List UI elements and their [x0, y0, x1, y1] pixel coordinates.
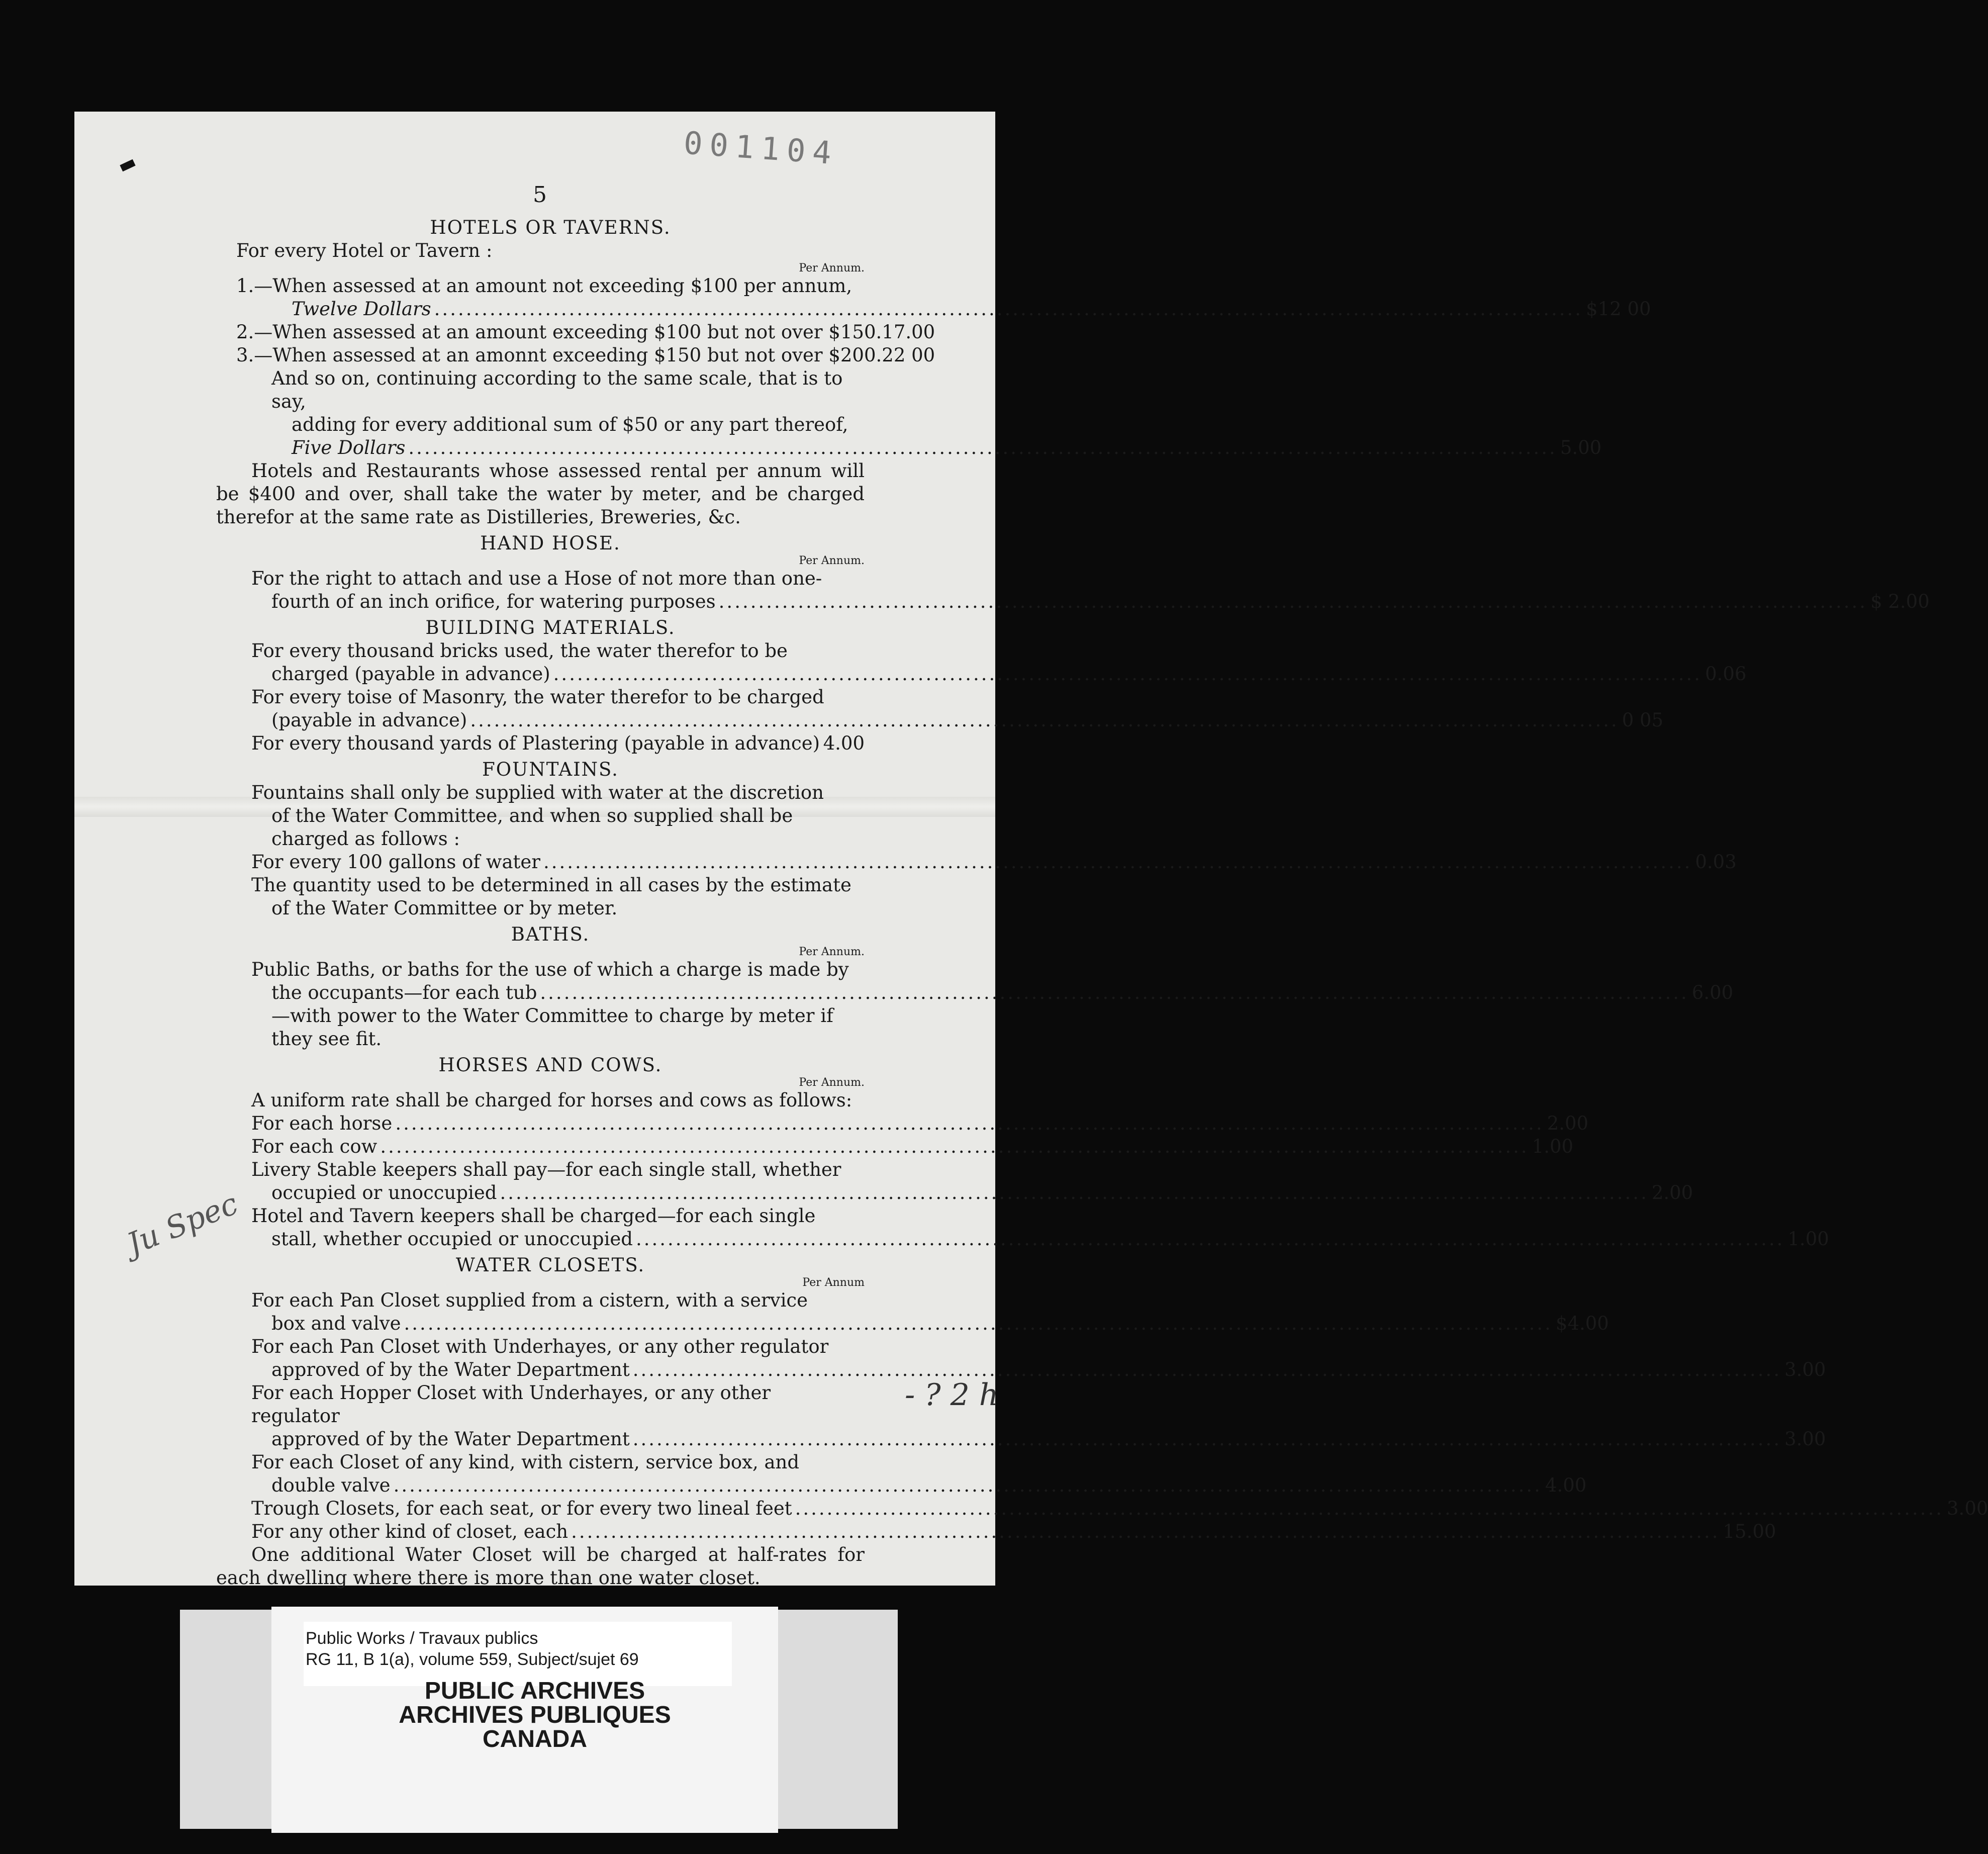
- baths-text-c: —with power to the Water Committee to charge by meter if: [271, 1005, 833, 1027]
- hotels-item3-row: [236, 344, 935, 367]
- section-title-horses: HORSES AND COWS.: [438, 1054, 662, 1076]
- horses-hotel-a: Hotel and Tavern keepers shall be charged—for each single: [251, 1205, 816, 1227]
- horses-cow: For each cow: [251, 1136, 377, 1157]
- building-i2-amount: 0 05: [1622, 709, 1664, 731]
- fountains-text-c: charged as follows :: [271, 828, 460, 850]
- building-i3-amount: 4.00: [823, 732, 865, 754]
- hotels-item1-text: 1.—When assessed at an amount not exceeding $100 per annum,: [236, 275, 853, 297]
- horses-livery-b: occupied or unoccupied: [271, 1182, 497, 1203]
- closets-hopper-b: approved of by the Water Department: [271, 1428, 630, 1450]
- horses-horse: For each horse: [251, 1113, 393, 1134]
- baths-amount: 6.00: [1691, 982, 1734, 1003]
- closets-any-a: For each Closet of any kind, with cistern, service box, and: [251, 1451, 800, 1473]
- building-i1-amount: 0.06: [1705, 663, 1747, 685]
- horses-hotel-b: stall, whether occupied or unoccupied: [271, 1228, 633, 1250]
- archives-line3: CANADA: [483, 1726, 587, 1752]
- hotels-item1-row: [236, 298, 1651, 321]
- horses-intro: A uniform rate shall be charged for horses and cows as follows:: [251, 1089, 853, 1111]
- closets-pan-amount: $4.00: [1555, 1313, 1609, 1334]
- hose-text-b: fourth of an inch orifice, for watering purposes: [271, 591, 716, 612]
- building-i1-row: [236, 663, 1747, 686]
- per-annum-label: Per Annum.: [799, 946, 865, 958]
- fountains-text-a: Fountains shall only be supplied with water at the discretion: [251, 782, 824, 803]
- closets-trough-row: [236, 1497, 1988, 1520]
- hotels-cont-row: [236, 436, 1602, 459]
- baths-text-a: Public Baths, or baths for the use of which a charge is made by: [251, 959, 849, 980]
- horses-livery-amount: 2.00: [1651, 1182, 1693, 1203]
- section-title-hose: HAND HOSE.: [480, 532, 621, 554]
- archives-stamp: [281, 1674, 788, 1751]
- section-title-fountains: FOUNTAINS.: [482, 759, 619, 780]
- building-i2-a: For every toise of Masonry, the water therefor to be charged: [251, 686, 824, 708]
- archive-label-line2: RG 11, B 1(a), volume 559, Subject/sujet 69: [306, 1650, 639, 1669]
- horses-hotel-amount: 1.00: [1787, 1228, 1829, 1250]
- building-i2-b: (payable in advance): [271, 709, 467, 731]
- handwritten-right-note: - ? 2 h: [905, 1377, 999, 1413]
- closets-any-b: double valve: [271, 1474, 391, 1496]
- hose-text-a: For the right to attach and use a Hose of not more than one-: [251, 568, 822, 589]
- fountains-text-b: of the Water Committee, and when so supplied shall be: [271, 805, 793, 826]
- per-annum-label: Per Annum.: [799, 262, 865, 274]
- per-annum-label: Per Annum.: [799, 554, 865, 567]
- hotels-cont-c: Five Dollars: [292, 437, 406, 458]
- closets-other-row: [236, 1520, 1776, 1543]
- page-number: 5: [533, 182, 547, 208]
- building-i3-text: For every thousand yards of Plastering (payable in advance): [251, 732, 820, 754]
- closets-under-amount: 3.00: [1784, 1359, 1826, 1380]
- section-title-hotels: HOTELS OR TAVERNS.: [430, 217, 671, 238]
- hotels-item2-row: [236, 321, 935, 344]
- horses-horse-amount: 2.00: [1547, 1113, 1589, 1134]
- hotels-item1-words: Twelve Dollars: [292, 298, 431, 320]
- fountains-gallons-amount: 0.03: [1695, 851, 1737, 873]
- closets-note: One additional Water Closet will be charged at half-rates for each dwelling where there is more than one water closet.: [216, 1544, 865, 1589]
- hotels-note: Hotels and Restaurants whose assessed rental per annum will be $400 and over, shall take the water by meter, and be charged therefor at the same rate as Distilleries, Breweries, &c.: [216, 460, 865, 528]
- hotels-intro: For every Hotel or Tavern :: [236, 240, 493, 261]
- handwritten-margin-note: Ju Spec: [122, 1186, 243, 1262]
- closets-pan-b: box and valve: [271, 1313, 401, 1334]
- closets-trough-amount: 3.00: [1947, 1498, 1988, 1519]
- fountains-gallons-row: [236, 851, 1737, 874]
- per-annum-label: Per Annum: [802, 1276, 865, 1289]
- horses-horse-row: [236, 1112, 1589, 1135]
- closets-hopper-amount: 3.00: [1784, 1428, 1826, 1450]
- horses-livery-a: Livery Stable keepers shall pay—for each single stall, whether: [251, 1159, 841, 1180]
- section-title-closets: WATER CLOSETS.: [455, 1254, 645, 1276]
- horses-hotel-row: [236, 1228, 1829, 1251]
- closets-under-b: approved of by the Water Department: [271, 1359, 630, 1380]
- building-i2-row: [236, 709, 1664, 732]
- hotels-item3-amount: 22 00: [882, 344, 935, 366]
- archives-line2: ARCHIVES PUBLIQUES: [399, 1702, 671, 1728]
- building-i1-b: charged (payable in advance): [271, 663, 550, 685]
- baths-text-b: the occupants—for each tub: [271, 982, 537, 1003]
- hotels-item3-text: 3.—When assessed at an amonnt exceeding $150 but not over $200.: [236, 344, 882, 366]
- hotels-cont-a: And so on, continuing according to the same scale, that is to say,: [271, 367, 843, 412]
- horses-livery-row: [236, 1181, 1693, 1204]
- closets-any-row: [236, 1474, 1587, 1497]
- closets-pan-a: For each Pan Closet supplied from a cistern, with a service: [251, 1289, 808, 1311]
- closets-hopper-row: [236, 1428, 1826, 1451]
- hotels-cont-amount: 5.00: [1560, 437, 1602, 458]
- fountains-qty-a: The quantity used to be determined in all cases by the estimate: [251, 874, 851, 896]
- closets-any-amount: 4.00: [1545, 1474, 1587, 1496]
- archive-label-line1: Public Works / Travaux publics: [306, 1629, 538, 1648]
- hose-row: [236, 590, 1930, 613]
- closets-other: For any other kind of closet, each: [251, 1521, 569, 1542]
- archives-line1: PUBLIC ARCHIVES: [424, 1678, 645, 1704]
- closets-other-amount: 15.00: [1723, 1521, 1776, 1542]
- baths-row: [236, 981, 1734, 1004]
- hotels-item2-text: 2.—When assessed at an amount exceeding $100 but not over $150.: [236, 321, 882, 343]
- stamp-number: 001104: [682, 124, 840, 172]
- fountains-gallons: For every 100 gallons of water: [251, 851, 540, 873]
- baths-text-d: they see fit.: [271, 1028, 382, 1050]
- horses-cow-amount: 1.00: [1532, 1136, 1574, 1157]
- per-annum-label: Per Annum.: [799, 1076, 865, 1089]
- closets-under-a: For each Pan Closet with Underhayes, or any other regulator: [251, 1336, 829, 1357]
- hotels-item2-amount: 17.00: [882, 321, 935, 343]
- building-i1-a: For every thousand bricks used, the water therefor to be: [251, 640, 788, 662]
- closets-trough: Trough Closets, for each seat, or for every two lineal feet: [251, 1498, 792, 1519]
- hotels-cont-b: adding for every additional sum of $50 or any part thereof,: [292, 414, 848, 435]
- hose-amount: $ 2.00: [1870, 591, 1930, 612]
- fountains-qty-b: of the Water Committee or by meter.: [271, 897, 618, 919]
- hotels-item1-amount: $12 00: [1586, 298, 1651, 320]
- closets-under-row: [236, 1358, 1826, 1381]
- closets-hopper-a: For each Hopper Closet with Underhayes, or any other regulator: [251, 1382, 771, 1427]
- section-title-building: BUILDING MATERIALS.: [425, 617, 676, 638]
- closets-pan-row: [236, 1312, 1609, 1335]
- building-i3-row: [236, 732, 865, 755]
- horses-cow-row: [236, 1135, 1574, 1158]
- section-title-baths: BATHS.: [511, 923, 590, 945]
